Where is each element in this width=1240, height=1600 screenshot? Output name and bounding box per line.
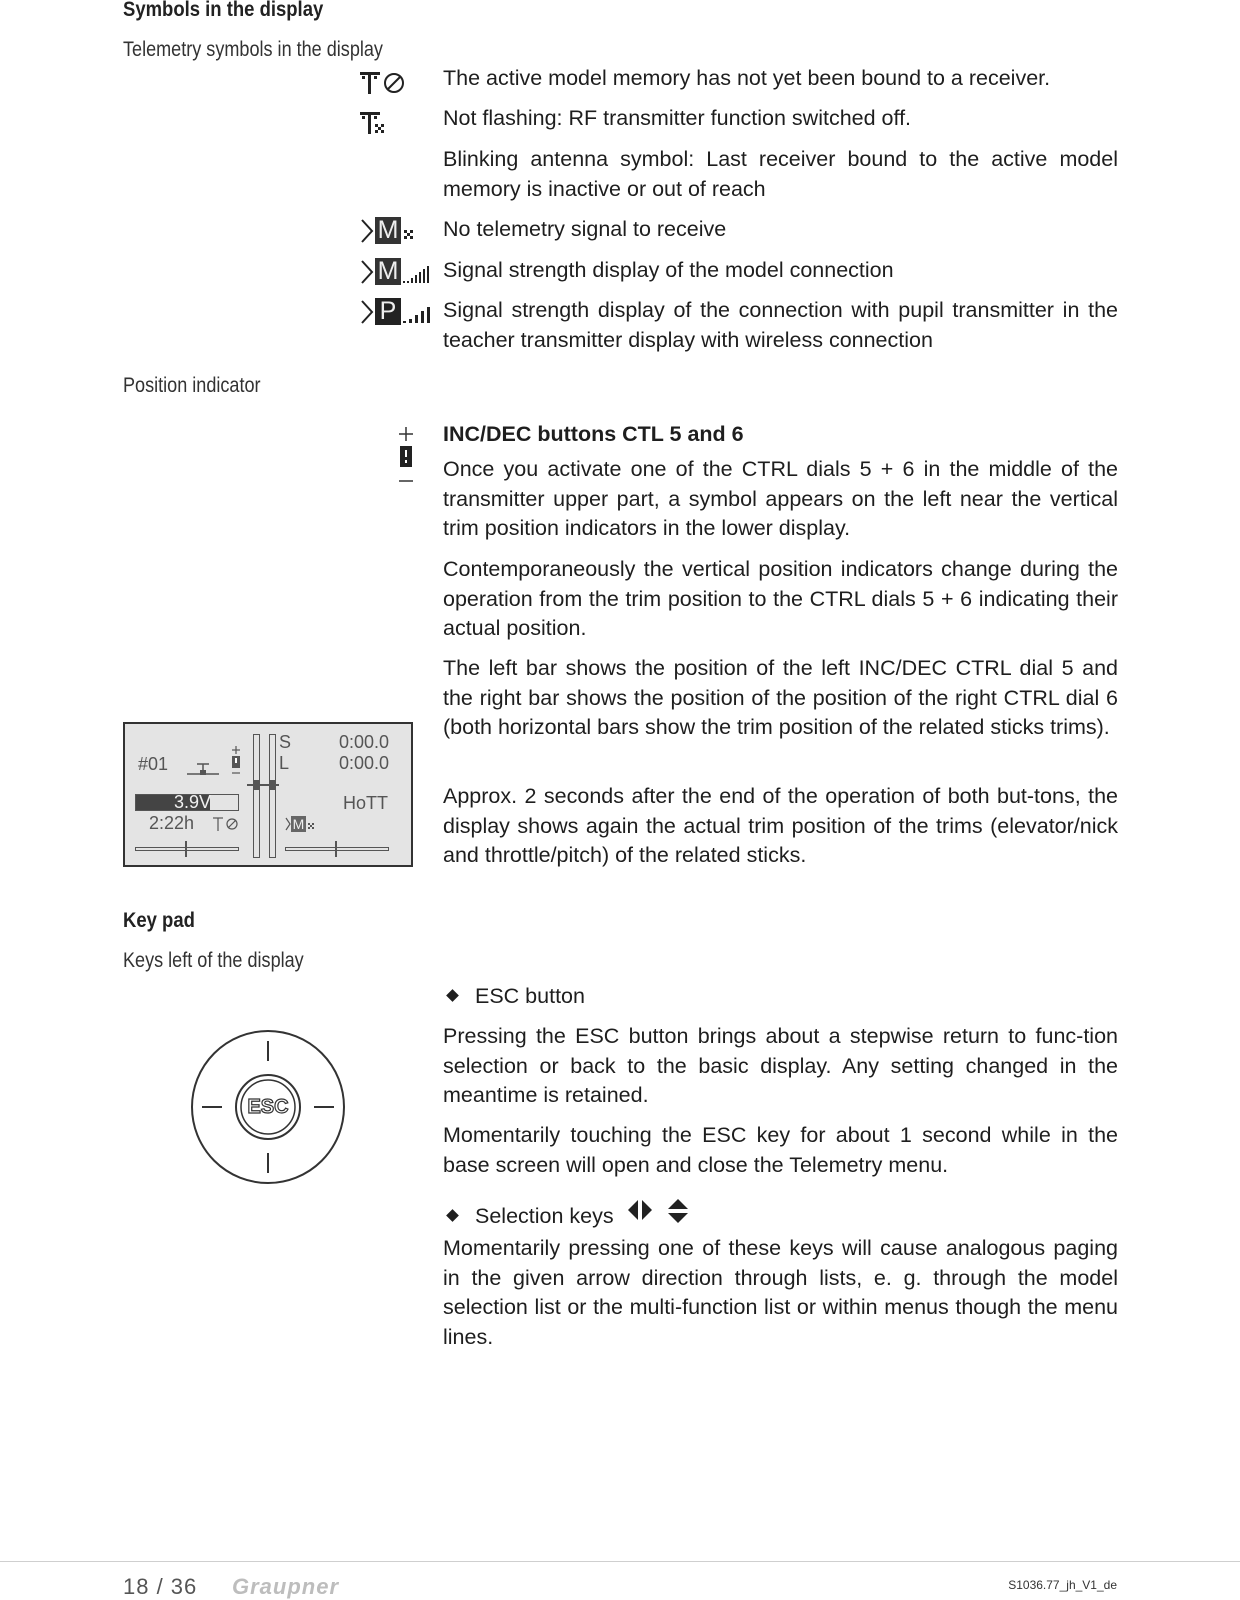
lcd-inc-dec-icon bbox=[231, 746, 241, 776]
page-number: 18 / 36 bbox=[123, 1574, 198, 1599]
esc-key-label: ESC bbox=[247, 1096, 289, 1118]
esc-key-pad[interactable] bbox=[190, 1029, 346, 1185]
section-heading-symbols: Symbols in the display bbox=[123, 0, 324, 21]
bullet-diamond-icon bbox=[446, 1209, 459, 1222]
paragraph: The left bar shows the position of the left INC/DEC CTRL dial 5 and the right bar shows the position of the position of the right CTRL dial 6 (both horizontal bars show the trim position of the related sticks trims). bbox=[443, 656, 1118, 739]
selection-keys-bullet: Selection keys bbox=[448, 1193, 700, 1231]
brand-logo: Graupner bbox=[232, 1574, 340, 1599]
lcd-model-number: #01 bbox=[138, 754, 169, 774]
antenna-not-bound-icon bbox=[358, 68, 414, 98]
lcd-left-horizontal-trim-bar bbox=[135, 847, 239, 851]
esc-bullet: ESC button bbox=[448, 982, 585, 1011]
no-telemetry-model-icon: M bbox=[360, 216, 424, 246]
lcd-left-bar-thumb bbox=[254, 780, 259, 790]
subheading-position-indicator: Position indicator bbox=[123, 374, 261, 397]
symbol-description: The active model memory has not yet been bound to a receiver. bbox=[443, 66, 1051, 90]
lcd-right-trim-marker bbox=[335, 841, 337, 857]
section-heading-keypad: Key pad bbox=[123, 909, 195, 932]
pupil-signal-strength-icon: P bbox=[360, 297, 432, 327]
paragraph: Contemporaneously the vertical position indicators change during the operation from the trim position to the CTRL dials 5 + 6 indicating their actual position. bbox=[443, 557, 1118, 640]
lcd-timer-s-label: S bbox=[279, 732, 292, 752]
lcd-trim-icon bbox=[187, 762, 219, 776]
symbol-description: No telemetry signal to receive bbox=[443, 217, 727, 241]
lcd-left-vertical-bar bbox=[253, 734, 260, 858]
lcd-right-vertical-bar bbox=[269, 734, 276, 858]
subheading-telemetry-symbols: Telemetry symbols in the display bbox=[123, 38, 383, 61]
paragraph: Momentarily touching the ESC key for about 1 second while in the base screen will open and close the Telemetry menu. bbox=[443, 1123, 1118, 1177]
lcd-no-telemetry-icon: M bbox=[285, 816, 315, 832]
paragraph: Momentarily pressing one of these keys will cause analogous paging in the given arrow direction through lists, e. g. through the model selection list or the multi-function list or within menus though the menu lines. bbox=[443, 1236, 1118, 1349]
lcd-antenna-not-bound-icon bbox=[213, 816, 241, 832]
subheading-keys-left: Keys left of the display bbox=[123, 949, 304, 972]
lcd-timer-l-label: L bbox=[279, 753, 290, 773]
lcd-timer-s-value: 0:00.0 bbox=[339, 732, 390, 752]
footer-divider bbox=[0, 1561, 1240, 1562]
symbol-description: Not flashing: RF transmitter function switched off. bbox=[443, 106, 912, 130]
lcd-time: 2:22h bbox=[149, 813, 195, 833]
selection-arrow-keys-icon bbox=[626, 1197, 700, 1227]
lcd-right-bar-thumb bbox=[270, 780, 275, 790]
inc-dec-title: INC/DEC buttons CTL 5 and 6 bbox=[443, 422, 744, 446]
lcd-right-horizontal-trim-bar bbox=[285, 847, 389, 851]
inc-dec-indicator-icon bbox=[396, 424, 416, 490]
paragraph: Once you activate one of the CTRL dials 5 + 6 in the middle of the transmitter upper part, a symbol appears on the left near the vertical trim position indicators in the lower display. bbox=[443, 457, 1118, 540]
lcd-battery-bar bbox=[135, 794, 239, 811]
paragraph: Approx. 2 seconds after the end of the operation of both but-tons, the display shows again the actual trim position of the trims (elevator/nick and throttle/pitch) of the related sticks. bbox=[443, 784, 1118, 867]
symbol-description: Signal strength display of the model connection bbox=[443, 258, 894, 282]
lcd-timer-l-value: 0:00.0 bbox=[339, 753, 390, 773]
lcd-left-trim-marker bbox=[185, 841, 187, 857]
lcd-brand: HoTT bbox=[343, 793, 388, 813]
antenna-off-icon bbox=[358, 108, 398, 138]
symbol-description: Signal strength display of the connection with pupil transmitter in the teacher transmitter display with wireless connection bbox=[443, 298, 1118, 352]
document-reference: S1036.77_jh_V1_de bbox=[1008, 1578, 1117, 1592]
bullet-diamond-icon bbox=[446, 989, 459, 1002]
paragraph: Pressing the ESC button brings about a stepwise return to func-tion selection or back to the basic display. Any setting changed in the meantime is retained. bbox=[443, 1024, 1118, 1107]
lcd-voltage: 3.9V bbox=[174, 792, 212, 812]
model-signal-strength-icon: M bbox=[360, 257, 432, 287]
transmitter-lcd-display bbox=[123, 722, 413, 867]
symbol-description: Blinking antenna symbol: Last receiver bound to the active model memory is inactive or out of reach bbox=[443, 147, 1118, 201]
